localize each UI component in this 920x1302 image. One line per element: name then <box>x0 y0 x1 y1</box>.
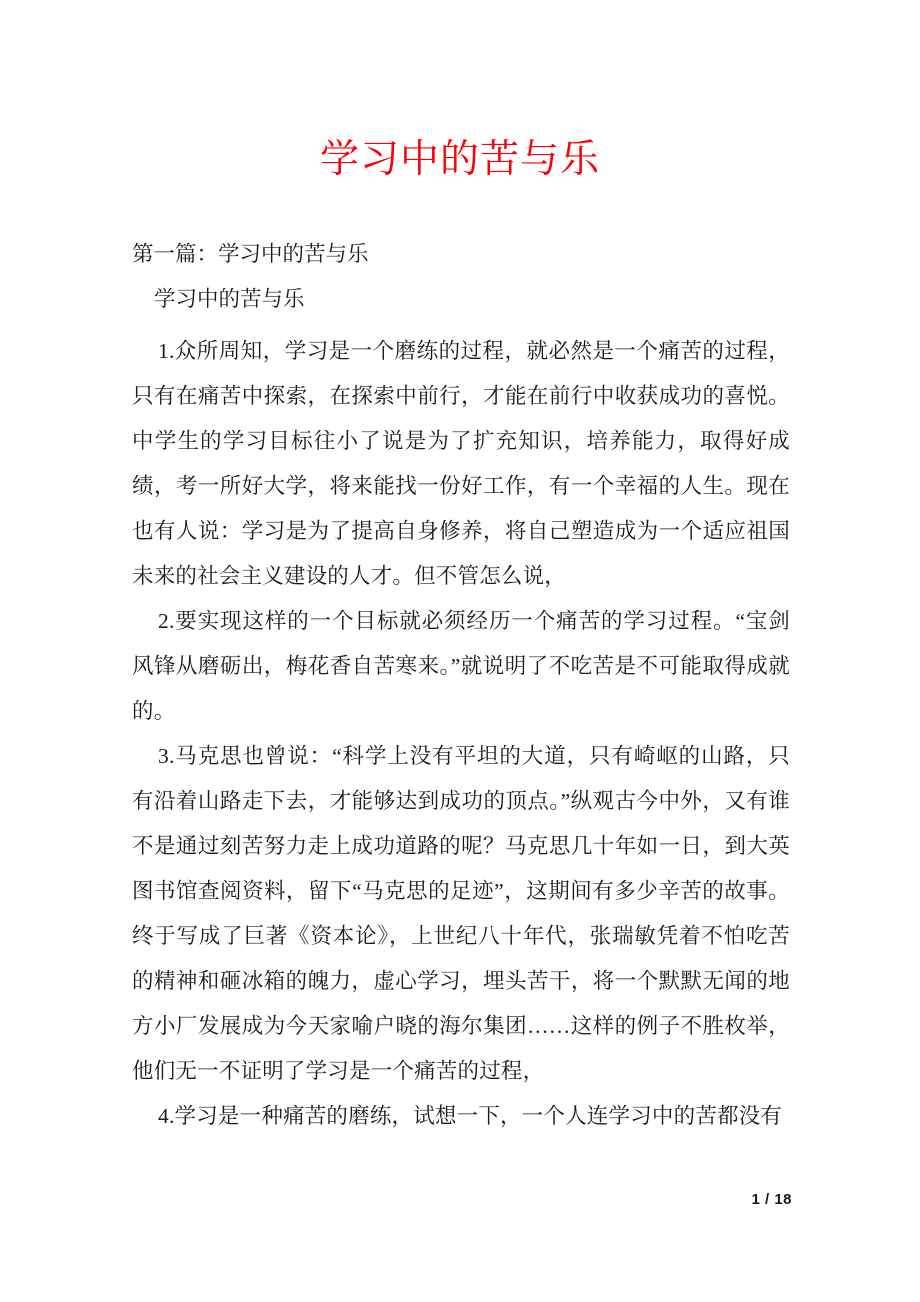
paragraph-2: 2.要实现这样的一个目标就必须经历一个痛苦的学习过程。“宝剑风锋从磨砺出，梅花香自苦寒来。”就说明了不吃苦是不可能取得成就的。 <box>132 609 790 723</box>
section-heading-second: 学习中的苦与乐 <box>154 287 305 311</box>
paragraph-4: 4.学习是一种痛苦的磨练，试想一下，一个人连学习中的苦都没有 <box>158 1104 783 1128</box>
paragraph-3: 3.马克思也曾说：“科学上没有平坦的大道，只有崎岖的山路，只有沿着山路走下去，才能够达到成功的顶点。”纵观古今中外，又有谁不是通过刻苦努力走上成功道路的呢？马克思几十年如一日，到大英图书馆查阅资料，留下“马克思的足迹”，这期间有多少辛苦的故事。终于写成了巨著《资本论》，上世纪八十年代，张瑞敏凭着不怕吃苦的精神和砸冰箱的魄力，虚心学习，埋头苦干，将一个默默无闻的地方小厂发展成为今天家喻户晓的海尔集团……这样的例子不胜枚举，他们无一不证明了学习是一个痛苦的过程， <box>132 744 790 1083</box>
page-title: 学习中的苦与乐 <box>319 138 600 181</box>
page-number-footer: 1 / 18 <box>751 1191 792 1208</box>
spacer <box>132 322 790 329</box>
document-body <box>132 232 790 1139</box>
section-heading-first: 第一篇：学习中的苦与乐 <box>132 242 369 266</box>
paragraph-1: 1.众所周知，学习是一个磨练的过程，就必然是一个痛苦的过程，只有在痛苦中探索，在探索中前行，才能在前行中收获成功的喜悦。中学生的学习目标往小了说是为了扩充知识，培养能力，取得好成绩，考一所好大学，将来能找一份好工作，有一个幸福的人生。现在也有人说：学习是为了提高自身修养，将自己塑造成为一个适应祖国未来的社会主义建设的人才。但不管怎么说， <box>132 339 790 588</box>
